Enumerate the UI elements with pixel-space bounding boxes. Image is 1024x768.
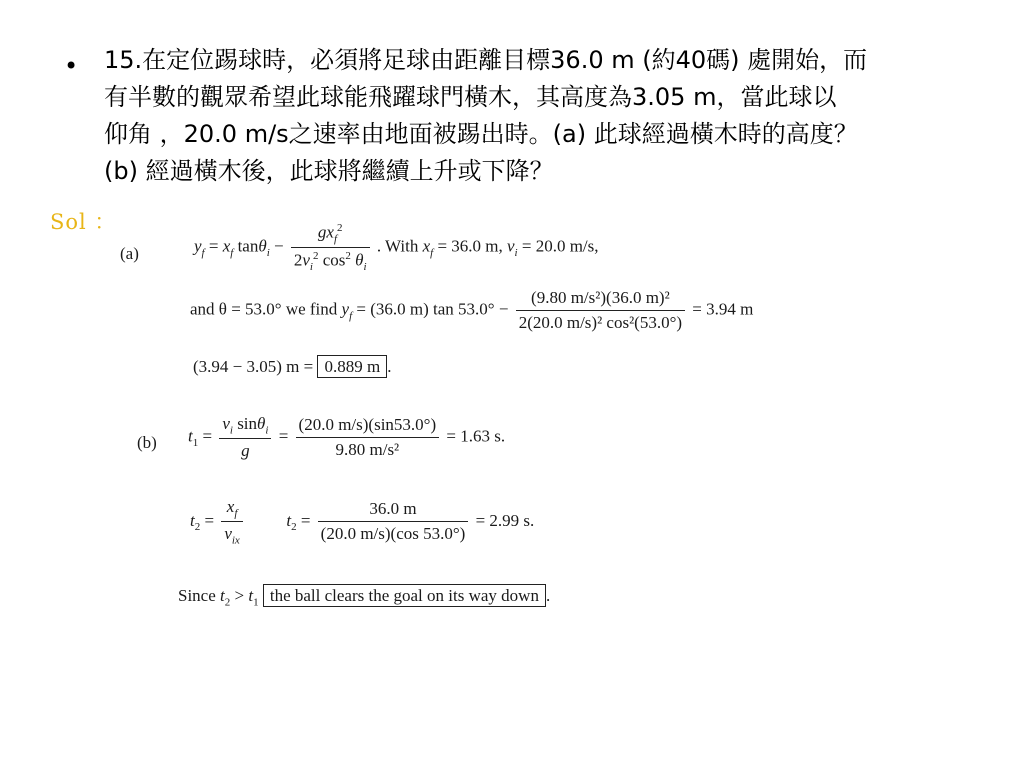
problem-line-4: (b) 經過橫木後，此球將繼續上升或下降？ — [104, 157, 554, 185]
problem-line-1: 15.在定位踢球時，必須將足球由距離目標36.0 m (約40碼) 處開始，而 — [104, 46, 868, 74]
part-a-label: (a) — [120, 244, 139, 263]
trajectory-fraction: $\frac{gx_f^2}{2v_i^2 \cos^2 \theta_i}$ — [291, 222, 370, 273]
problem-line-2: 有半數的觀眾希望此球能飛躍球門橫木，其高度為3.05 m，當此球以 — [104, 83, 837, 111]
vi-value: = 20.0 m/s, — [521, 236, 599, 256]
t2-numerator: 36.0 m — [318, 499, 469, 522]
clearance-calculation: (3.94 − 3.05) m = 0.889 m . — [193, 357, 392, 376]
t2-symbolic-fraction: $\frac{x_f}{v_{ix}}$ — [221, 497, 243, 547]
and-text: and θ = 53.0° we find — [190, 299, 338, 319]
problem-line-3: 仰角 ，20.0 m/s之速率由地面被踢出時。(a) 此球經過橫木時的高度？ — [104, 120, 858, 148]
t1-symbolic-fraction: $\frac{v_i \sin\theta_i}{g}$ — [219, 414, 271, 461]
bullet-point: • — [64, 52, 79, 80]
answer-box-b: the ball clears the goal on its way down — [263, 584, 546, 607]
problem-statement — [104, 42, 984, 190]
tan-expression: = (36.0 m) tan 53.0° − — [356, 299, 509, 319]
t2-result: = 2.99 s — [475, 510, 531, 530]
t2-numeric-fraction — [318, 499, 469, 544]
t1-denominator: 9.80 m/s² — [335, 440, 400, 460]
difference-expression: (3.94 − 3.05) m = — [193, 357, 314, 376]
with-text: . With — [376, 236, 419, 256]
t2-formula: $t_2$ = $\frac{x_f}{v_{ix}}$ $t_2$ = $\frac{36.0 m}{(20.0 m/s)(\cos 53.0^\circ)}$ = 2.99 s. — [190, 497, 535, 547]
t1-numeric-fraction — [296, 415, 440, 460]
height-calculation: and θ = 53.0° we find $y_f = (36.0$ m) tan 53.0° − $\frac{\text{(9.80 m/s²)(36.0 m)²}}{\text{2(20.0 m/s)² cos²(53.0°)}}$ = 3.94 m — [190, 288, 754, 332]
conclusion: Since $t_2 > t_1$ the ball clears the goal on its way down . — [178, 586, 551, 609]
trajectory-formula: $y_f = x_f$ tanθ$_i$ − $\frac{gx_f^2}{2v_i^2 \cos^2 \theta_i}$ . With $x_f = 36.0$ m, $v_i = 20.0$ m/s, — [194, 222, 599, 274]
xf-value: = 36.0 m, — [437, 236, 503, 256]
t1-formula: $t_1$ = $\frac{v_i \sin\theta_i}{g}$ = $\frac{(20.0 m/s)(\sin 53.0^\circ)}{\text{9.80 m/s²}}$ = 1.63 s. — [188, 414, 506, 461]
height-fraction-numerator: (9.80 m/s²)(36.0 m)² — [516, 288, 685, 311]
solution-label: Sol ： — [50, 210, 117, 234]
height-result: = 3.94 m — [692, 299, 754, 319]
since-text: Since — [178, 586, 216, 605]
t2-denominator: (20.0 m/s)(cos 53.0°) — [320, 524, 466, 544]
t1-result: = 1.63 s — [446, 426, 501, 446]
height-fraction — [516, 288, 685, 333]
answer-box-a: 0.889 m — [317, 355, 387, 378]
height-fraction-denominator: 2(20.0 m/s)² cos²(53.0°) — [518, 313, 683, 332]
t1-numerator: (20.0 m/s)(sin53.0°) — [296, 415, 440, 438]
part-b-label: (b) — [137, 433, 157, 452]
